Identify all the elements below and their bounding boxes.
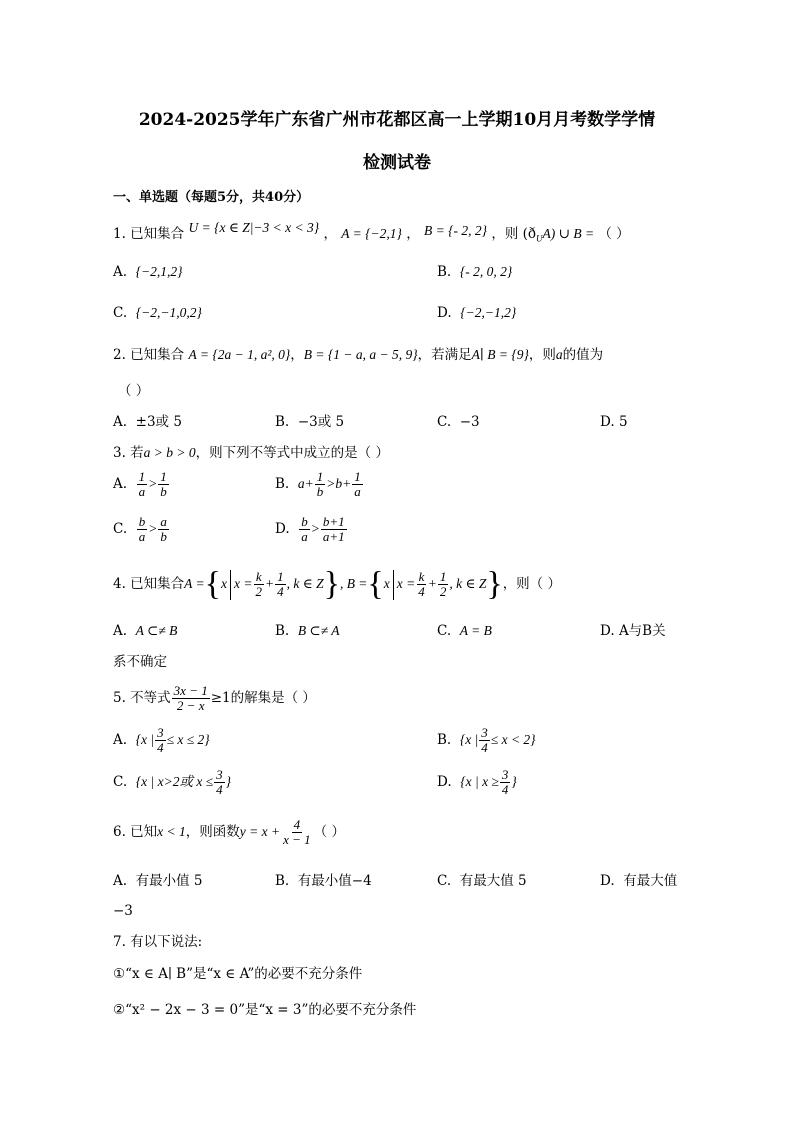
section-heading: 一、单选题（每题5分，共40分）	[113, 190, 310, 205]
set-u: U = {x ∈ Z|−3 < x < 3}	[188, 220, 320, 235]
q5-option-c: C. {x | x>2或 x ≤ $\frac{3}{4}$ }	[113, 767, 231, 797]
set-a: A = {2a − 1, a², 0}	[188, 347, 291, 362]
q1-option-a: A. {−2,1,2}	[113, 264, 183, 280]
q4-option-b: B. B ⊂≠ A	[275, 623, 340, 639]
question-2: 2. 已知集合 A = {2a − 1, a², 0}，B = {1 − a, a − 5, 9}，若满足A∣ B = {9}，则a的值为	[113, 347, 604, 363]
q3-option-c: C. $\frac{b}{a}$ > $\frac{a}{b}$	[113, 514, 167, 544]
q7-item-1: ①“x ∈ A∣ B”是“x ∈ A”的必要不充分条件	[113, 966, 363, 982]
q6-option-c: C. 有最大值 5	[437, 873, 527, 889]
q5-option-a: A. {x | $\frac{3}{4}$ ≤ x ≤ 2}	[113, 725, 210, 755]
question-7: 7. 有以下说法:	[113, 934, 203, 950]
exam-title-line2: 检测试卷	[363, 153, 431, 173]
q6-option-b: B. 有最小值−4	[275, 873, 372, 889]
q2-option-a: A. ±3或 5	[113, 414, 182, 430]
q3-option-a: A. $\frac{1}{a}$ > $\frac{1}{b}$	[113, 469, 167, 499]
q5-option-b: B. {x | $\frac{3}{4}$ ≤ x < 2}	[437, 725, 536, 755]
q6-option-d: D. 有最大值	[600, 873, 678, 889]
question-1: 1. 已知集合 U = {x ∈ Z|−3 < x < 3} ， A = {−2,1} ， B = {- 2, 2} ，则 $(ð_UA)$ ∪ B = （ ）	[113, 220, 630, 244]
q2-option-c: C. −3	[437, 414, 480, 430]
q3-option-b: B. a+ $\frac{1}{b}$ >b+ $\frac{1}{a}$	[275, 469, 361, 499]
question-3: 3. 若a > b > 0，则下列不等式中成立的是（ ）	[113, 445, 389, 461]
q3-option-d: D. $\frac{b}{a}$ > $\frac{b+1}{a+1}$	[275, 514, 345, 544]
q1-option-d: D. {−2,−1,2}	[437, 305, 517, 321]
set-a: A = {−2,1}	[341, 226, 402, 241]
q4-option-d-wrap: 系不确定	[113, 654, 167, 670]
question-5: 5. 不等式 $\frac{3x - 1}{2 - x}$ ≥1的解集是（ ）	[113, 683, 316, 713]
set-b: B = {- 2, 2}	[424, 223, 488, 238]
set-b: B = {1 − a, a − 5, 9}	[303, 347, 418, 362]
q5-option-d: D. {x | x ≥ $\frac{3}{4}$ }	[437, 767, 517, 797]
q4-option-a: A. A ⊂≠ B	[113, 623, 178, 639]
question-4: 4. 已知集合A ={x x = $\frac{k}{2}$ + $\frac{1}{4}$ , k ∈ Z}, B ={x x = $\frac{k}{4}$ + $\frac{1}{2}$ , k ∈ Z}，则（ ）	[113, 565, 561, 603]
exam-title-line1: 2024-2025学年广东省广州市花都区高一上学期10月月考数学学情	[138, 110, 656, 130]
q6-option-a: A. 有最小值 5	[113, 873, 203, 889]
q4-option-d: D. A与B关	[600, 623, 666, 639]
q1-option-c: C. {−2,−1,0,2}	[113, 305, 202, 321]
q7-item-2: ②“x² − 2x − 3 = 0”是“x = 3”的必要不充分条件	[113, 1002, 417, 1018]
q2-option-b: B. −3或 5	[275, 414, 345, 430]
q2-paren: （ ）	[118, 383, 150, 399]
question-6: 6. 已知x < 1，则函数y = x + $\frac{4}{x - 1}$ （ ）	[113, 817, 345, 847]
q6-option-d-wrap: −3	[113, 903, 133, 919]
q1-option-b: B. {- 2, 0, 2}	[437, 264, 513, 280]
q4-option-c: C. A = B	[437, 623, 492, 639]
q2-option-d: D. 5	[600, 414, 628, 430]
